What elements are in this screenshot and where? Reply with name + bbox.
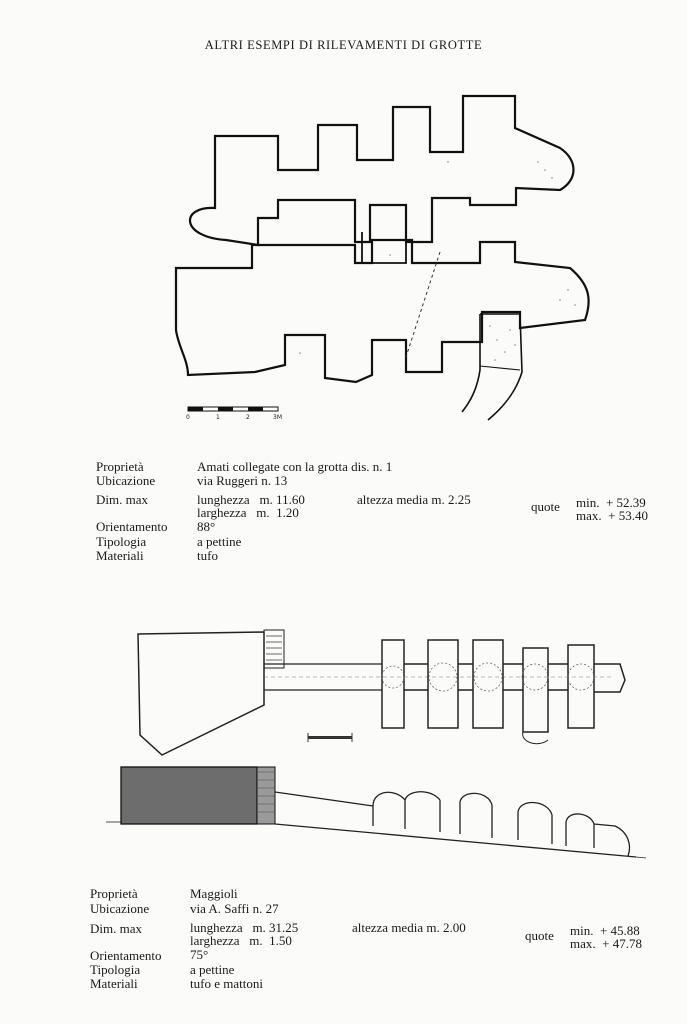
section-view-2 [106, 767, 646, 858]
label-tipologia-1: Tipologia [96, 534, 147, 549]
value-quote-min-2: min. + 45.88 [570, 923, 640, 938]
scale-tick-0: 0 [186, 414, 190, 421]
value-altezza-2: altezza media m. 2.00 [352, 920, 466, 935]
label-materiali-1: Materiali [96, 548, 144, 563]
label-orientamento-2: Orientamento [90, 948, 162, 963]
label-materiali-2: Materiali [90, 976, 138, 991]
value-tipologia-2: a pettine [190, 962, 235, 977]
value-altezza-1: altezza media m. 2.25 [357, 492, 471, 507]
label-quote-1: quote [531, 499, 560, 514]
scale-tick-1: 1 [216, 414, 220, 421]
value-quote-min-1: min. + 52.39 [576, 495, 646, 510]
value-materiali-1: tufo [197, 548, 218, 563]
label-orientamento-1: Orientamento [96, 519, 168, 534]
label-proprieta-2: Proprietà [90, 886, 138, 901]
scale-tick-3m: 3M [273, 414, 282, 421]
label-ubicazione-2: Ubicazione [90, 901, 150, 916]
value-orientamento-2: 75° [190, 947, 209, 962]
page-title: ALTRI ESEMPI DI RILEVAMENTI DI GROTTE [204, 38, 483, 52]
label-tipologia-2: Tipologia [90, 962, 141, 977]
value-proprieta-2: Maggioli [190, 886, 238, 901]
value-proprieta-1: Amati collegate con la grotta dis. n. 1 [197, 459, 393, 474]
label-proprieta-1: Proprietà [96, 459, 144, 474]
value-ubicazione-2: via A. Saffi n. 27 [190, 901, 279, 916]
plan-view-2 [138, 630, 625, 755]
label-quote-2: quote [525, 928, 554, 943]
value-tipologia-1: a pettine [197, 534, 242, 549]
value-orientamento-1: 88° [197, 519, 216, 534]
value-larghezza-2: larghezza m. 1.50 [190, 933, 292, 948]
label-ubicazione-1: Ubicazione [96, 473, 156, 488]
value-quote-max-1: max. + 53.40 [576, 508, 648, 523]
scale-tick-2: 2 [246, 414, 250, 421]
label-dim-max-1: Dim. max [96, 492, 148, 507]
value-larghezza-1: larghezza m. 1.20 [197, 505, 299, 520]
value-quote-max-2: max. + 47.78 [570, 936, 642, 951]
value-ubicazione-1: via Ruggeri n. 13 [197, 473, 288, 488]
value-materiali-2: tufo e mattoni [190, 976, 263, 991]
label-dim-max-2: Dim. max [90, 921, 142, 936]
value-lunghezza-2: lunghezza m. 31.25 [190, 920, 299, 935]
value-lunghezza-1: lunghezza m. 11.60 [197, 492, 305, 507]
